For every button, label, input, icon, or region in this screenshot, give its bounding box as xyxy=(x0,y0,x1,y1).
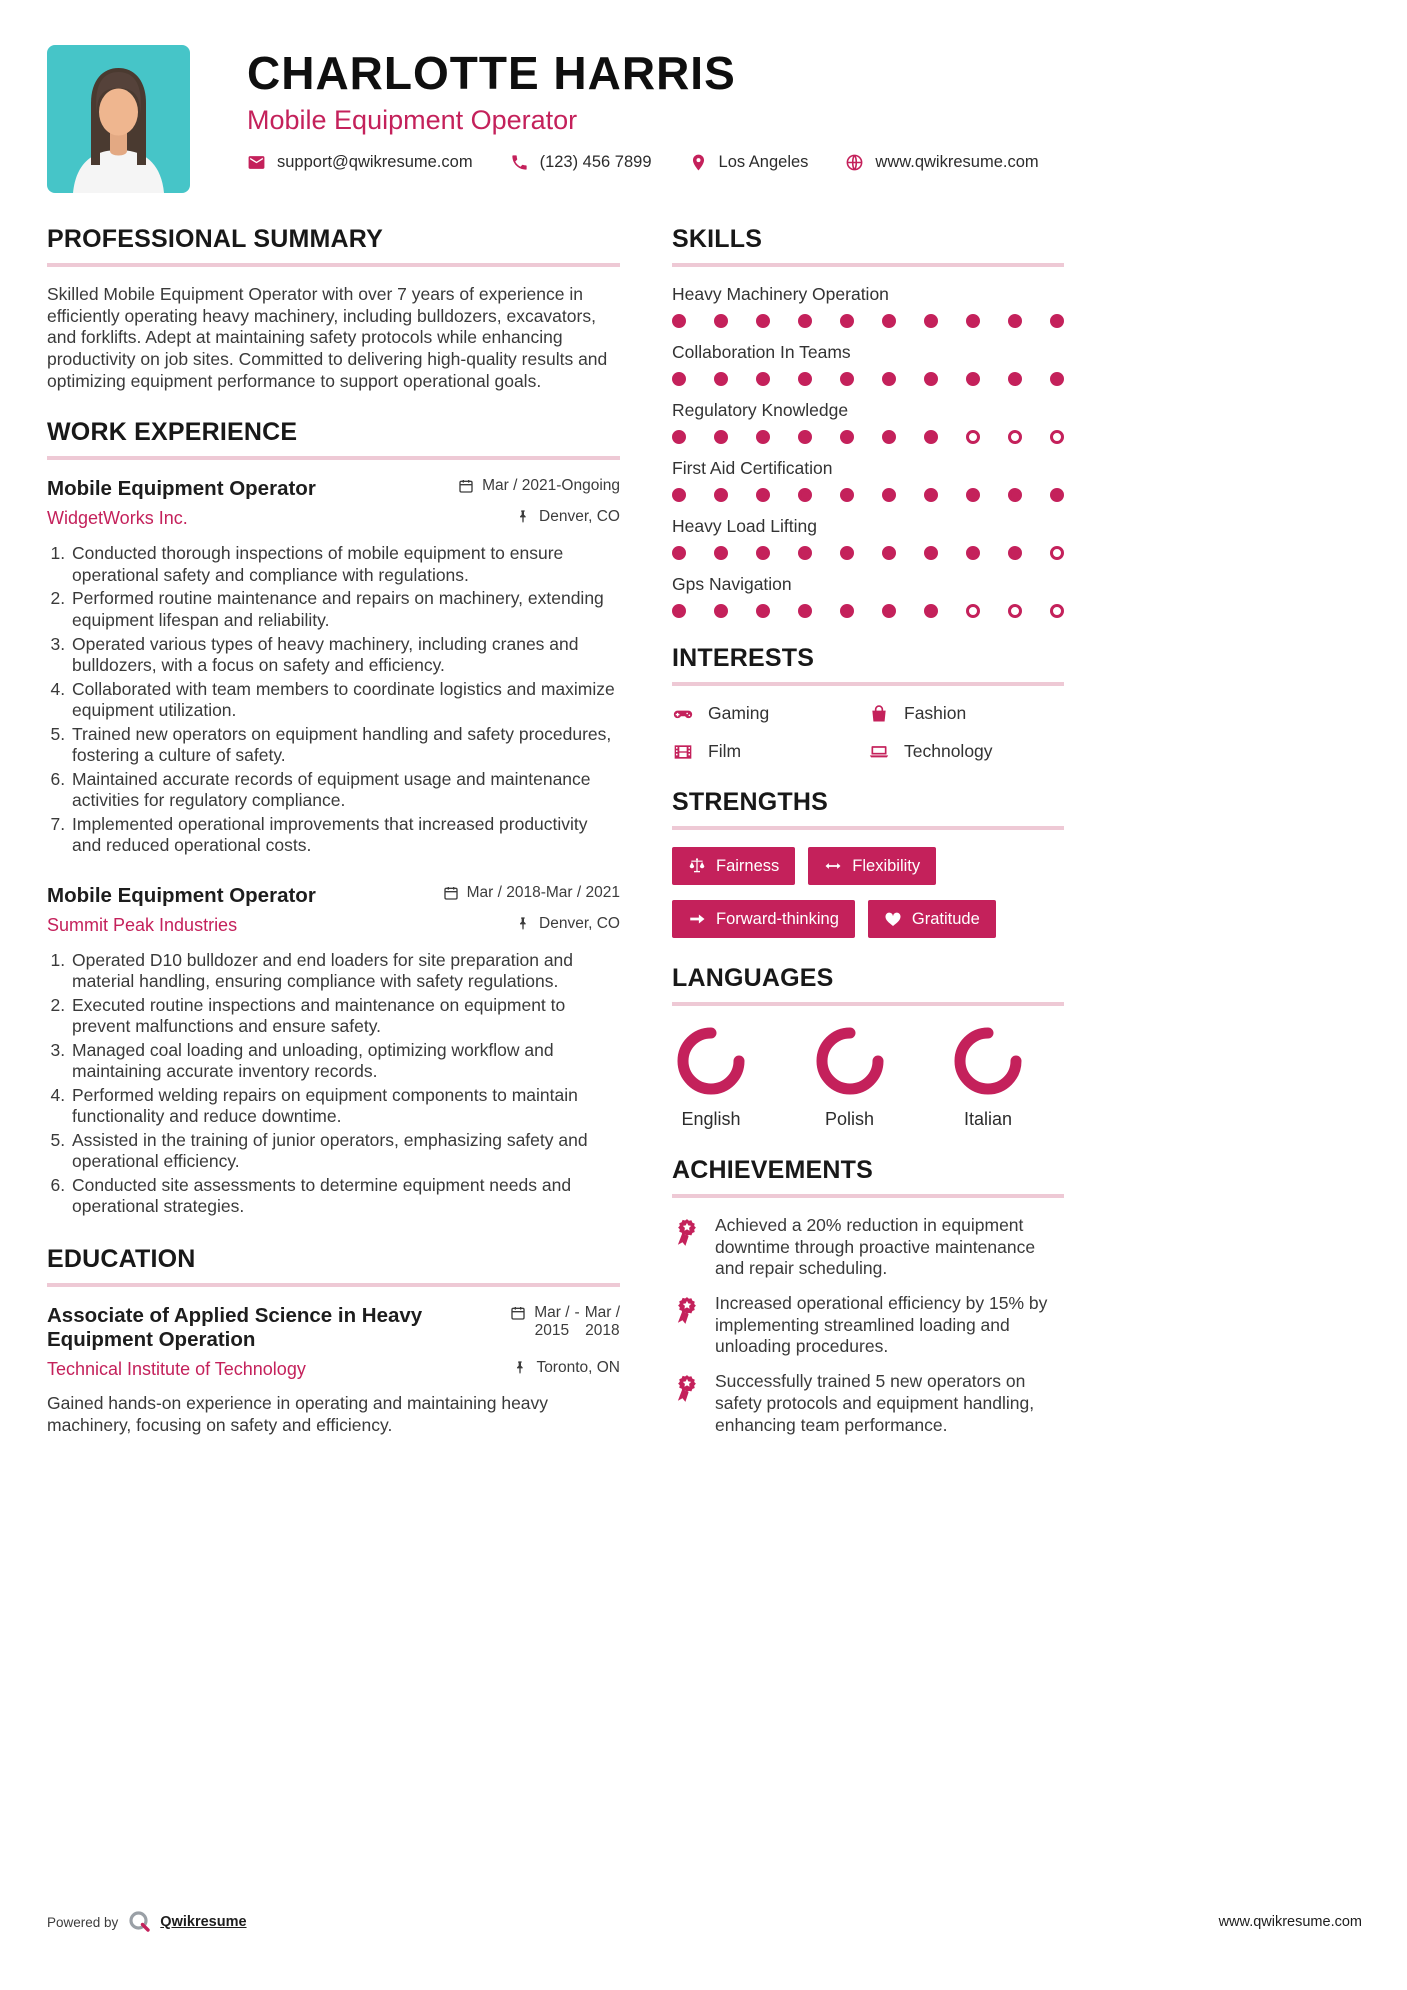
section-divider xyxy=(47,1283,620,1287)
skill-rating xyxy=(672,488,1064,502)
job-location xyxy=(515,508,620,529)
job-dates-text: Mar / 2021-Ongoing xyxy=(482,477,620,495)
section-strengths xyxy=(672,788,1064,938)
skill-dot-filled xyxy=(798,546,812,560)
skill-dot-filled xyxy=(756,314,770,328)
award-icon xyxy=(672,1217,702,1249)
language-label: Polish xyxy=(824,1109,875,1129)
skill-dot-filled xyxy=(672,546,686,560)
education-description: Gained hands-on experience in operating and maintaining heavy machinery, focusing on safety and efficiency. xyxy=(47,1393,549,1435)
section-skills xyxy=(672,225,1064,618)
section-title: EDUCATION xyxy=(47,1244,196,1273)
skill-dot-filled xyxy=(924,488,938,502)
section-title: STRENGTHS xyxy=(672,788,828,816)
strength-badge xyxy=(672,900,855,938)
contact-email-text: support@qwikresume.com xyxy=(277,153,473,172)
qwikresume-brand-link[interactable]: Qwikresume xyxy=(160,1914,247,1930)
skill-dot-empty xyxy=(1050,430,1064,444)
skill-dot-filled xyxy=(798,604,812,618)
skill-item xyxy=(672,284,1064,328)
left-column xyxy=(47,225,620,1463)
skill-dot-filled xyxy=(798,430,812,444)
skill-rating xyxy=(672,314,1064,328)
skill-dot-filled xyxy=(756,488,770,502)
bullet: 1. Operated D10 bulldozer and end loaders for site preparation and material handling, ensuring compliance with safety regulations. xyxy=(70,950,620,993)
skill-dot-filled xyxy=(882,430,896,444)
skill-dot-filled xyxy=(966,488,980,502)
strength-label: Flexibility xyxy=(852,856,921,875)
calendar-icon xyxy=(510,1305,526,1321)
language-item xyxy=(954,1027,1022,1130)
achievement-item xyxy=(672,1371,1064,1436)
section-work-experience xyxy=(47,418,620,1217)
skill-dot-filled xyxy=(672,430,686,444)
strength-label: Gratitude xyxy=(911,909,980,928)
education-date-separator: - xyxy=(574,1303,580,1321)
film-icon xyxy=(672,742,694,762)
job-dates xyxy=(458,477,620,495)
section-divider xyxy=(672,263,1064,267)
section-divider xyxy=(47,263,620,267)
header-info xyxy=(247,45,1076,172)
section-divider xyxy=(672,826,1064,830)
section-title: INTERESTS xyxy=(672,644,815,672)
skill-dot-filled xyxy=(840,604,854,618)
section-divider xyxy=(672,682,1064,686)
left-right-arrow-icon xyxy=(824,857,842,875)
profile-photo-illustration xyxy=(47,45,190,193)
job-entry xyxy=(47,884,620,1218)
skill-dot-filled xyxy=(672,488,686,502)
resume-header xyxy=(47,45,1360,193)
bullet: 3. Managed coal loading and unloading, optimizing workflow and maintaining accurate inventory records. xyxy=(70,1040,620,1083)
skill-dot-filled xyxy=(966,372,980,386)
job-title: Mobile Equipment Operator xyxy=(47,477,316,501)
skill-item xyxy=(672,400,1064,444)
education-dates xyxy=(510,1304,620,1340)
company-name: WidgetWorks Inc. xyxy=(47,508,188,529)
section-professional-summary xyxy=(47,225,620,392)
section-title: LANGUAGES xyxy=(672,964,834,992)
skill-dot-filled xyxy=(756,604,770,618)
shopping-bag-icon xyxy=(868,704,890,724)
skill-dot-filled xyxy=(756,546,770,560)
skill-rating xyxy=(672,604,1064,618)
section-languages xyxy=(672,964,1064,1130)
skill-dot-filled xyxy=(798,488,812,502)
skill-dot-filled xyxy=(882,546,896,560)
scales-icon xyxy=(688,857,706,875)
skill-dot-empty xyxy=(1050,546,1064,560)
bullet: 1. Conducted thorough inspections of mobile equipment to ensure operational safety and compliance with regulations. xyxy=(70,543,620,586)
achievement-item xyxy=(672,1215,1064,1280)
skill-dot-filled xyxy=(714,372,728,386)
skill-dot-filled xyxy=(714,430,728,444)
bullet: 7. Implemented operational improvements that increased productivity and reduced operational costs. xyxy=(70,814,620,857)
summary-text: Skilled Mobile Equipment Operator with over 7 years of experience in efficiently operating heavy machinery, including bulldozers, excavators, and forklifts. Adept at maintaining safety protocols while enhancing productivity on job sites. Committed to delivering high-quality results and optimizing equipment performance to support operational goals. xyxy=(47,284,608,391)
skill-dot-empty xyxy=(1008,430,1022,444)
job-location xyxy=(515,915,620,936)
skill-dot-filled xyxy=(714,604,728,618)
skill-rating xyxy=(672,546,1064,560)
skill-dot-filled xyxy=(882,372,896,386)
skill-dot-filled xyxy=(756,430,770,444)
education-date-from: Mar / 2015 xyxy=(534,1303,570,1339)
skill-label: First Aid Certification xyxy=(672,458,833,478)
degree-title: Associate of Applied Science in Heavy Equipment Operation xyxy=(47,1303,423,1352)
section-divider xyxy=(47,456,620,460)
skill-dot-filled xyxy=(924,372,938,386)
contact-row xyxy=(247,153,1076,172)
skill-dot-filled xyxy=(714,314,728,328)
interest-item xyxy=(672,703,868,724)
award-icon xyxy=(672,1373,702,1405)
achievement-text: Successfully trained 5 new operators on safety protocols and equipment handling, enhancing team performance. xyxy=(715,1371,1035,1435)
bullet: 4. Performed welding repairs on equipment components to maintain functionality and reduce downtime. xyxy=(70,1085,620,1128)
job-entry xyxy=(47,477,620,856)
skill-label: Heavy Machinery Operation xyxy=(672,284,889,304)
skill-dot-filled xyxy=(924,430,938,444)
interest-label: Film xyxy=(708,741,742,761)
bullet: 3. Operated various types of heavy machinery, including cranes and bulldozers, with a focus on safety and efficiency. xyxy=(70,634,620,677)
job-title: Mobile Equipment Operator xyxy=(47,883,316,907)
education-location-text: Toronto, ON xyxy=(536,1359,620,1377)
bullet: 2. Performed routine maintenance and repairs on machinery, extending equipment lifespan and reliability. xyxy=(70,588,620,631)
section-title: SKILLS xyxy=(672,225,763,253)
language-progress-ring xyxy=(954,1027,1022,1095)
skill-dot-empty xyxy=(966,604,980,618)
education-location xyxy=(512,1359,620,1380)
skill-dot-filled xyxy=(798,372,812,386)
skill-dot-empty xyxy=(966,430,980,444)
email-icon xyxy=(247,153,266,172)
skill-dot-filled xyxy=(1008,314,1022,328)
pushpin-icon xyxy=(515,509,531,525)
language-label: English xyxy=(681,1109,741,1129)
skill-dot-filled xyxy=(1008,546,1022,560)
globe-icon xyxy=(845,153,864,172)
language-label: Italian xyxy=(963,1109,1013,1129)
profile-photo xyxy=(47,45,190,193)
skill-label: Collaboration In Teams xyxy=(672,342,851,362)
arrow-right-icon xyxy=(688,910,706,928)
skill-dot-filled xyxy=(924,604,938,618)
right-column xyxy=(672,225,1064,1463)
skill-dot-filled xyxy=(1050,372,1064,386)
skill-dot-empty xyxy=(1008,604,1022,618)
job-location-text: Denver, CO xyxy=(539,508,620,526)
skill-item xyxy=(672,574,1064,618)
skill-dot-filled xyxy=(672,604,686,618)
skill-dot-filled xyxy=(840,430,854,444)
powered-by xyxy=(47,1909,247,1935)
skill-item xyxy=(672,342,1064,386)
contact-website xyxy=(845,153,1038,172)
strength-label: Fairness xyxy=(716,856,780,875)
section-divider xyxy=(672,1194,1064,1198)
interest-label: Technology xyxy=(904,741,993,761)
job-bullets xyxy=(47,543,620,856)
skill-label: Heavy Load Lifting xyxy=(672,516,817,536)
interest-item xyxy=(868,703,1064,724)
skill-dot-filled xyxy=(756,372,770,386)
strength-badge xyxy=(868,900,996,938)
bullet: 5. Assisted in the training of junior operators, emphasizing safety and operational efficiency. xyxy=(70,1130,620,1173)
job-dates-text: Mar / 2018-Mar / 2021 xyxy=(466,883,620,901)
language-progress-ring xyxy=(677,1027,745,1095)
skill-dot-filled xyxy=(1050,314,1064,328)
skill-label: Regulatory Knowledge xyxy=(672,400,849,420)
calendar-icon xyxy=(458,478,474,494)
phone-icon xyxy=(510,153,529,172)
job-bullets xyxy=(47,950,620,1218)
skill-dot-filled xyxy=(840,314,854,328)
language-item xyxy=(816,1027,884,1130)
section-education xyxy=(47,1245,620,1437)
skill-rating xyxy=(672,430,1064,444)
bullet: 4. Collaborated with team members to coordinate logistics and maximize equipment utilization. xyxy=(70,679,620,722)
skill-dot-filled xyxy=(966,314,980,328)
calendar-icon xyxy=(443,885,459,901)
interest-label: Fashion xyxy=(904,703,967,723)
section-title: WORK EXPERIENCE xyxy=(47,418,298,447)
award-icon xyxy=(672,1295,702,1327)
section-achievements xyxy=(672,1156,1064,1436)
contact-website-text: www.qwikresume.com xyxy=(875,153,1039,172)
interest-label: Gaming xyxy=(708,703,770,723)
strength-label: Forward-thinking xyxy=(716,909,839,928)
contact-location-text: Los Angeles xyxy=(718,153,809,172)
education-date-to: Mar / 2018 xyxy=(584,1303,620,1339)
section-title: PROFESSIONAL SUMMARY xyxy=(47,225,383,253)
interest-item xyxy=(868,741,1064,762)
skill-dot-filled xyxy=(924,546,938,560)
skill-dot-filled xyxy=(1008,372,1022,386)
content-columns xyxy=(47,225,1360,1463)
skill-item xyxy=(672,458,1064,502)
qwikresume-logo-icon xyxy=(127,1909,153,1935)
contact-phone-text: (123) 456 7899 xyxy=(539,153,652,172)
achievement-text: Increased operational efficiency by 15% by implementing streamlined loading and unloading procedures. xyxy=(715,1293,1048,1357)
job-location-text: Denver, CO xyxy=(539,914,620,932)
skill-label: Gps Navigation xyxy=(672,574,792,594)
language-item xyxy=(677,1027,745,1130)
skill-dot-filled xyxy=(882,604,896,618)
person-name: CHARLOTTE HARRIS xyxy=(247,47,736,99)
skill-dot-filled xyxy=(1008,488,1022,502)
job-dates xyxy=(443,884,620,902)
bullet: 5. Trained new operators on equipment handling and safety procedures, fostering a culture of safety. xyxy=(70,724,620,767)
page-footer xyxy=(47,1909,1362,1935)
skill-dot-filled xyxy=(882,488,896,502)
language-progress-ring xyxy=(816,1027,884,1095)
achievement-item xyxy=(672,1293,1064,1358)
laptop-icon xyxy=(868,742,890,762)
interest-item xyxy=(672,741,868,762)
pushpin-icon xyxy=(515,916,531,932)
contact-phone xyxy=(510,153,652,172)
achievement-text: Achieved a 20% reduction in equipment downtime through proactive maintenance and repair scheduling. xyxy=(715,1215,1036,1279)
skill-dot-filled xyxy=(840,488,854,502)
bullet: 6. Conducted site assessments to determine equipment needs and operational strategies. xyxy=(70,1175,620,1218)
strength-badge xyxy=(672,847,795,885)
footer-website: www.qwikresume.com xyxy=(1218,1914,1362,1930)
location-icon xyxy=(689,153,708,172)
powered-by-text: Powered by xyxy=(47,1914,119,1930)
heart-icon xyxy=(884,910,902,928)
section-title: ACHIEVEMENTS xyxy=(672,1156,874,1184)
skill-dot-filled xyxy=(672,314,686,328)
person-job-title: Mobile Equipment Operator xyxy=(247,105,578,136)
skill-dot-filled xyxy=(798,314,812,328)
strength-badge xyxy=(808,847,936,885)
contact-email xyxy=(247,153,473,172)
skill-dot-filled xyxy=(840,372,854,386)
skill-dot-filled xyxy=(882,314,896,328)
gamepad-icon xyxy=(672,704,694,724)
company-name: Summit Peak Industries xyxy=(47,914,238,935)
skill-dot-filled xyxy=(672,372,686,386)
bullet: 6. Maintained accurate records of equipment usage and maintenance activities for regulatory compliance. xyxy=(70,769,620,812)
skill-item xyxy=(672,516,1064,560)
section-interests xyxy=(672,644,1064,762)
skill-dot-filled xyxy=(714,488,728,502)
skill-dot-filled xyxy=(924,314,938,328)
school-name: Technical Institute of Technology xyxy=(47,1359,306,1380)
skill-dot-filled xyxy=(966,546,980,560)
skill-dot-filled xyxy=(714,546,728,560)
skill-rating xyxy=(672,372,1064,386)
pushpin-icon xyxy=(512,1360,528,1376)
skill-dot-filled xyxy=(840,546,854,560)
skill-dot-filled xyxy=(1050,488,1064,502)
contact-location xyxy=(689,153,809,172)
bullet: 2. Executed routine inspections and maintenance on equipment to prevent malfunctions and ensure safety. xyxy=(70,995,620,1038)
skill-dot-empty xyxy=(1050,604,1064,618)
section-divider xyxy=(672,1002,1064,1006)
